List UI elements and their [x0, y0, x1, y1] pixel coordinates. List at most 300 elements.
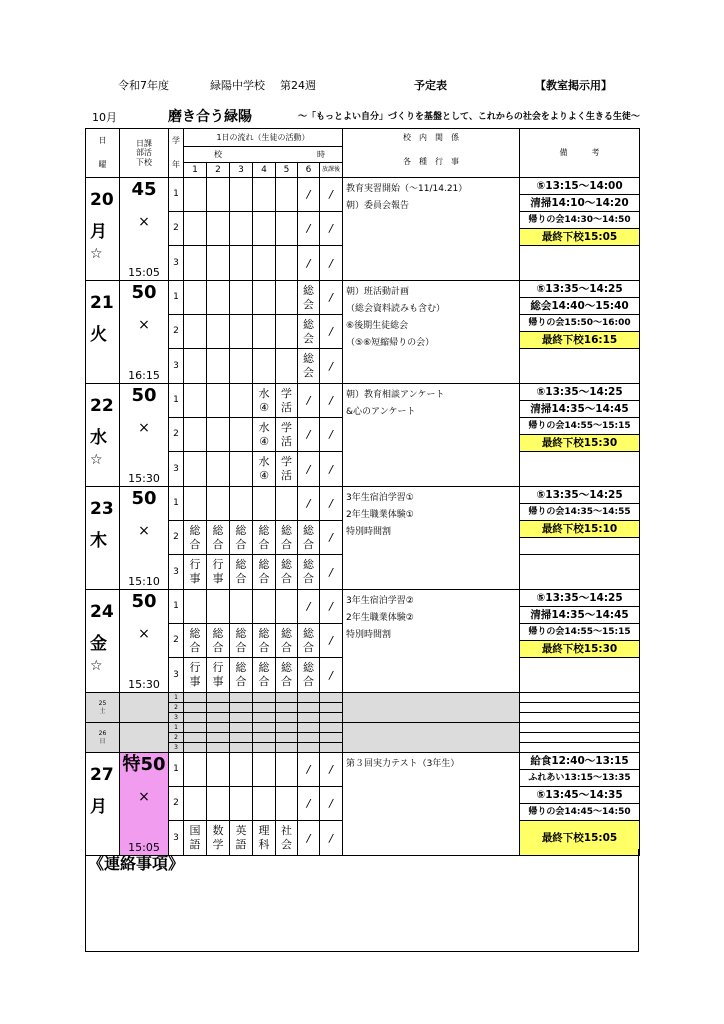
event-item: 朝）委員会報告: [346, 201, 410, 212]
period-cell: [184, 281, 207, 315]
period-cell: [230, 281, 253, 315]
school-time-header: 校 時: [184, 147, 343, 163]
period-cell: /: [320, 821, 343, 856]
weekday: 火: [90, 324, 107, 345]
period-cell: [298, 713, 320, 723]
period-cell: [253, 693, 276, 703]
period-cell: [320, 713, 343, 723]
period-cell: [207, 315, 230, 349]
period-cell: /: [320, 753, 343, 787]
period-text: 水④: [258, 386, 270, 414]
period-cell: [320, 723, 343, 733]
period-cell: [230, 555, 253, 590]
period-cell: [298, 281, 320, 315]
contact-section: [85, 849, 639, 952]
period-cell: [207, 349, 230, 384]
lesson-minutes: 特50: [122, 754, 166, 775]
lesson-minutes: 50: [131, 591, 157, 612]
club-mark: ×: [138, 789, 150, 805]
grade-number: 1: [169, 753, 184, 787]
holiday-date-number: 25: [98, 700, 107, 708]
period-cell: [253, 555, 276, 590]
period-cell: [230, 452, 253, 487]
dismiss-time: 15:05: [128, 266, 160, 279]
period-cell: [207, 743, 230, 753]
period-cell: [276, 452, 298, 487]
period-cell: [276, 733, 298, 743]
period-cell: [276, 753, 298, 787]
note-cell: [520, 723, 640, 733]
grade-number: 2: [169, 418, 184, 452]
period-cell: [207, 723, 230, 733]
notes-header: 備 考: [520, 129, 640, 178]
period-cell: [253, 590, 276, 624]
period-cell: [298, 349, 320, 384]
note-cell: ⑤13:35～14:25: [520, 590, 640, 607]
event-item: 特別時間割: [346, 630, 392, 641]
grade-number: 3: [169, 743, 184, 753]
period-text: 総合: [281, 626, 292, 654]
period-cell: [276, 418, 298, 452]
period-cell: [230, 246, 253, 281]
period-cell: [253, 246, 276, 281]
period-cell: [207, 281, 230, 315]
period-text: 理科: [258, 824, 270, 851]
period-text: 総合: [303, 626, 314, 654]
period-text: 行事: [189, 661, 201, 688]
period-cell: [253, 733, 276, 743]
period-cell: [253, 703, 276, 713]
dismiss-time: 15:10: [128, 575, 160, 588]
period-header: 3: [230, 163, 253, 178]
day-date: [86, 178, 120, 281]
period-cell: [207, 452, 230, 487]
date-number: 20: [90, 190, 114, 210]
period-cell: /: [298, 212, 320, 246]
event-item: 教育実習開始（～11/14.21）: [346, 184, 468, 194]
note-cell: 清掃14:35～14:45: [520, 401, 640, 418]
period-cell: [184, 624, 207, 658]
event-item: 特別時間割: [346, 527, 392, 538]
note-cell: 最終下校16:15: [520, 332, 640, 349]
note-cell: [520, 703, 640, 713]
period-header: 4: [253, 163, 276, 178]
period-cell: [207, 178, 230, 212]
school-motto: 磨き合う緑陽: [168, 109, 252, 125]
period-cell: [230, 418, 253, 452]
period-cell: [207, 590, 230, 624]
grade-number: 1: [169, 178, 184, 212]
grade-number: 3: [169, 821, 184, 856]
lesson-info: [120, 178, 169, 281]
grade-number: 3: [169, 246, 184, 281]
period-text: 総会: [303, 283, 314, 311]
note-cell: 帰りの会14:55～15:15: [520, 418, 640, 435]
events-cell: [343, 590, 520, 693]
period-text: 学活: [281, 455, 292, 482]
period-cell: [184, 487, 207, 521]
period-cell: [207, 521, 230, 555]
period-cell: [230, 315, 253, 349]
event-item: &心のアンケート: [346, 407, 416, 418]
period-text: 国語: [189, 824, 201, 851]
period-cell: [276, 658, 298, 693]
grade-col-header: 学 年: [169, 129, 184, 178]
period-cell: [230, 743, 253, 753]
period-cell: [184, 349, 207, 384]
period-header: 放課後: [320, 163, 343, 178]
day-col-header: 日 曜: [86, 129, 120, 178]
period-cell: [184, 452, 207, 487]
period-cell: [207, 555, 230, 590]
period-cell: [253, 658, 276, 693]
period-cell: [230, 349, 253, 384]
period-cell: [320, 703, 343, 713]
period-text: 総合: [189, 523, 201, 551]
period-text: 水④: [258, 420, 270, 448]
note-cell: [520, 743, 640, 753]
period-cell: [298, 555, 320, 590]
date-number: 24: [90, 602, 114, 622]
period-cell: [253, 418, 276, 452]
period-text: 英語: [235, 824, 247, 851]
event-item: 2年生職業体験①: [346, 510, 414, 521]
events-cell: [343, 384, 520, 487]
period-cell: /: [320, 281, 343, 315]
note-cell: 帰りの会15:50～16:00: [520, 315, 640, 332]
school-name: 緑陽中学校: [210, 79, 265, 92]
period-cell: [276, 693, 298, 703]
display-label: 【教室掲示用】: [535, 79, 612, 92]
period-cell: [276, 281, 298, 315]
grade-number: 3: [169, 713, 184, 723]
period-cell: /: [320, 212, 343, 246]
period-text: 総合: [258, 626, 270, 654]
event-item: 第３回実力テスト（3年生）: [346, 759, 460, 769]
period-cell: [253, 452, 276, 487]
period-cell: [207, 246, 230, 281]
lesson-minutes: 45: [131, 179, 157, 200]
events-cell: [343, 693, 520, 723]
club-mark: ×: [138, 214, 150, 230]
period-cell: /: [320, 521, 343, 555]
club-mark: ×: [138, 317, 150, 333]
period-cell: [276, 555, 298, 590]
period-text: 総合: [281, 558, 292, 585]
event-item: （⑤⑥短縮帰りの会）: [346, 338, 435, 349]
period-cell: [276, 713, 298, 723]
period-cell: [276, 590, 298, 624]
grade-number: 1: [169, 723, 184, 733]
dismiss-time: 15:30: [128, 472, 160, 485]
period-cell: [207, 753, 230, 787]
lesson-info: [120, 487, 169, 590]
period-cell: /: [320, 452, 343, 487]
month-label: 10月: [92, 111, 117, 124]
event-item: 3年生宿泊学習①: [346, 493, 414, 503]
period-text: 総合: [258, 661, 270, 688]
note-cell: [520, 693, 640, 703]
period-text: 総合: [235, 626, 247, 654]
note-cell: [520, 713, 640, 723]
period-cell: /: [320, 418, 343, 452]
weekday: 月: [90, 221, 107, 242]
period-cell: [207, 658, 230, 693]
period-cell: [230, 384, 253, 418]
period-text: 行事: [212, 558, 224, 585]
period-cell: /: [320, 315, 343, 349]
period-cell: [184, 703, 207, 713]
period-cell: /: [298, 246, 320, 281]
grade-number: 3: [169, 349, 184, 384]
grade-number: 2: [169, 521, 184, 555]
period-cell: /: [298, 753, 320, 787]
lesson-info: [120, 281, 169, 384]
star-mark: ☆: [90, 245, 103, 262]
period-cell: [184, 384, 207, 418]
note-cell: 最終下校15:10: [520, 521, 640, 538]
note-cell: 給食12:40～13:15: [520, 753, 640, 770]
period-text: 数学: [212, 824, 224, 851]
period-header: 5: [276, 163, 298, 178]
lesson-info: [120, 590, 169, 693]
note-cell: ふれあい13:15～13:35: [520, 770, 640, 787]
holiday-lesson: [120, 693, 169, 723]
note-cell: [520, 538, 640, 555]
period-cell: [207, 624, 230, 658]
grade-number: 3: [169, 658, 184, 693]
note-cell: 清掃14:35～14:45: [520, 607, 640, 624]
events-cell: [343, 753, 520, 856]
period-cell: [253, 787, 276, 821]
period-cell: [253, 521, 276, 555]
period-cell: [184, 418, 207, 452]
period-cell: /: [298, 590, 320, 624]
weekday: 月: [90, 796, 107, 817]
period-text: 総合: [235, 558, 247, 585]
period-cell: [298, 658, 320, 693]
period-cell: [253, 281, 276, 315]
period-cell: [230, 733, 253, 743]
period-cell: /: [320, 349, 343, 384]
events-header-bottom: 各 種 行 事: [343, 147, 520, 178]
day-date: [86, 590, 120, 693]
note-cell: 最終下校15:05: [520, 821, 640, 856]
event-item: 朝）班活動計画: [346, 287, 410, 297]
grade-number: 1: [169, 281, 184, 315]
events-cell: [343, 723, 520, 753]
period-cell: [207, 418, 230, 452]
period-text: 総合: [212, 626, 224, 654]
period-cell: [276, 743, 298, 753]
note-cell: 帰りの会14:30～14:50: [520, 212, 640, 229]
period-cell: /: [298, 787, 320, 821]
period-cell: [320, 693, 343, 703]
period-text: 総合: [258, 558, 270, 585]
note-cell: [520, 246, 640, 281]
lesson-minutes: 50: [131, 385, 157, 406]
events-cell: [343, 487, 520, 590]
period-cell: [207, 733, 230, 743]
period-cell: [207, 703, 230, 713]
period-cell: /: [320, 555, 343, 590]
period-cell: /: [320, 658, 343, 693]
doc-title: 予定表: [414, 79, 447, 92]
school-slogan: ～「もっとよい自分」づくりを基盤として、これからの社会をよりよく生きる生徒～: [298, 112, 640, 122]
period-cell: [253, 753, 276, 787]
day-date: [86, 753, 120, 856]
period-cell: [184, 787, 207, 821]
period-cell: [253, 178, 276, 212]
dismiss-time: 15:05: [128, 841, 160, 854]
period-cell: [276, 723, 298, 733]
date-number: 27: [90, 765, 114, 785]
period-cell: [184, 693, 207, 703]
holiday-weekday: 日: [99, 737, 106, 745]
grade-number: 2: [169, 787, 184, 821]
period-cell: [230, 212, 253, 246]
holiday-date: [86, 693, 120, 723]
period-cell: [276, 624, 298, 658]
period-text: 総合: [235, 523, 247, 551]
period-cell: [184, 753, 207, 787]
period-text: 学活: [281, 420, 292, 448]
period-cell: /: [320, 178, 343, 212]
period-cell: [253, 315, 276, 349]
note-cell: 帰りの会14:45～14:50: [520, 804, 640, 821]
grade-number: 2: [169, 624, 184, 658]
club-mark: ×: [138, 420, 150, 436]
club-mark: ×: [138, 523, 150, 539]
date-number: 21: [90, 293, 114, 313]
period-cell: /: [298, 418, 320, 452]
period-cell: [207, 693, 230, 703]
period-text: 総合: [303, 523, 314, 551]
grade-number: 2: [169, 315, 184, 349]
grade-number: 1: [169, 693, 184, 703]
period-text: 総会: [303, 352, 314, 379]
date-number: 23: [90, 499, 114, 519]
day-date: [86, 384, 120, 487]
period-cell: [320, 743, 343, 753]
period-cell: /: [320, 246, 343, 281]
day-date: [86, 281, 120, 384]
period-cell: /: [298, 178, 320, 212]
period-text: 総合: [258, 523, 270, 551]
period-cell: [184, 212, 207, 246]
period-cell: /: [298, 384, 320, 418]
week-label: 第24週: [280, 79, 316, 92]
grade-number: 2: [169, 733, 184, 743]
period-cell: /: [320, 384, 343, 418]
event-item: （総会資料読みも含む）: [346, 304, 446, 315]
period-cell: /: [320, 787, 343, 821]
holiday-date: [86, 723, 120, 753]
period-cell: [276, 212, 298, 246]
lesson-minutes: 50: [131, 488, 157, 509]
period-cell: [184, 555, 207, 590]
period-cell: [230, 713, 253, 723]
lessons-col-header: 日課 部活 下校: [120, 129, 169, 178]
period-cell: [184, 733, 207, 743]
weekday: 木: [90, 530, 107, 551]
period-text: 総合: [189, 626, 201, 654]
period-cell: [253, 743, 276, 753]
period-cell: [276, 703, 298, 713]
flow-header: 1日の流れ（生徒の活動）: [184, 129, 343, 147]
holiday-date-number: 26: [98, 730, 107, 738]
period-cell: [230, 703, 253, 713]
period-cell: /: [320, 590, 343, 624]
period-cell: /: [320, 624, 343, 658]
period-cell: [230, 693, 253, 703]
period-cell: [184, 713, 207, 723]
lesson-minutes: 50: [131, 282, 157, 303]
era-label: 令和7年度: [118, 79, 169, 92]
period-cell: [276, 315, 298, 349]
period-cell: [230, 178, 253, 212]
lesson-info: [120, 753, 169, 856]
day-date: [86, 487, 120, 590]
holiday-lesson: [120, 723, 169, 753]
period-text: 水④: [258, 455, 270, 482]
period-cell: [298, 733, 320, 743]
club-mark: ×: [138, 626, 150, 642]
period-cell: [276, 349, 298, 384]
event-item: 朝）教育相談アンケート: [346, 390, 445, 400]
period-text: 総合: [281, 661, 292, 688]
period-cell: [230, 590, 253, 624]
lesson-info: [120, 384, 169, 487]
grade-number: 2: [169, 212, 184, 246]
period-cell: [230, 487, 253, 521]
weekday: 金: [90, 633, 107, 654]
grade-number: 1: [169, 384, 184, 418]
period-cell: [298, 624, 320, 658]
note-cell: ⑤13:35～14:25: [520, 384, 640, 401]
schedule-table: [85, 128, 640, 856]
dismiss-time: 16:15: [128, 369, 160, 382]
note-cell: [520, 658, 640, 693]
period-cell: [276, 246, 298, 281]
note-cell: 最終下校15:30: [520, 435, 640, 452]
note-cell: 帰りの会14:55～15:15: [520, 624, 640, 641]
period-cell: [253, 487, 276, 521]
period-cell: [276, 178, 298, 212]
period-cell: [184, 658, 207, 693]
period-cell: [320, 733, 343, 743]
note-cell: 最終下校15:05: [520, 229, 640, 246]
period-cell: [253, 713, 276, 723]
period-cell: /: [298, 487, 320, 521]
star-mark: ☆: [90, 657, 103, 674]
period-cell: [298, 693, 320, 703]
period-cell: [230, 787, 253, 821]
period-cell: [184, 723, 207, 733]
contact-label: 《連絡事項》: [88, 854, 185, 873]
note-cell: ⑤13:35～14:25: [520, 487, 640, 504]
date-number: 22: [90, 396, 114, 416]
note-cell: [520, 555, 640, 590]
period-cell: [253, 349, 276, 384]
period-cell: [184, 315, 207, 349]
period-cell: [207, 212, 230, 246]
event-item: 2年生職業体験②: [346, 613, 414, 624]
period-cell: [184, 246, 207, 281]
period-cell: [253, 384, 276, 418]
period-cell: [253, 723, 276, 733]
note-cell: 総会14:40～15:40: [520, 298, 640, 315]
